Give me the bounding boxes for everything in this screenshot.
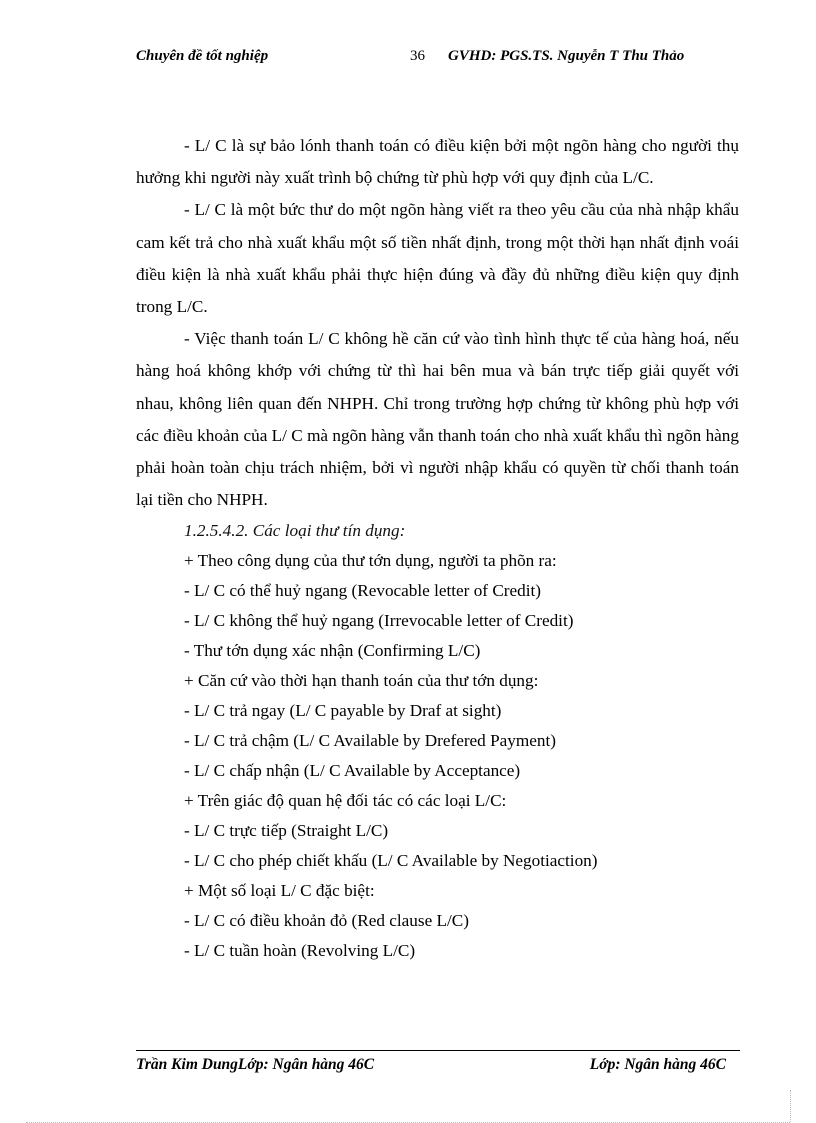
- list-item: - Thư tớn dụng xác nhận (Confirming L/C): [184, 641, 481, 661]
- list-item: - L/ C tuần hoàn (Revolving L/C): [184, 941, 416, 961]
- page-header: [136, 48, 736, 72]
- header-title: Chuyên đề tốt nghiệp: [136, 48, 269, 64]
- paragraph: - L/ C là một bức thư do một ngõn hàng viết ra theo yêu cầu của nhà nhập khẩu cam kết trả cho nhà xuất khẩu một số tiền nhất định, trong một thời hạn nhất định voái điều kiện là nhà xuất khẩu phải thực hiện đúng và đầy đủ những điều kiện quy định trong L/C.: [136, 200, 739, 317]
- list-item: + Một số loại L/ C đặc biệt:: [184, 881, 375, 901]
- page-body: [136, 130, 739, 966]
- list-item: + Trên giác độ quan hệ đối tác có các loại L/C:: [184, 791, 507, 811]
- list-item: + Căn cứ vào thời hạn thanh toán của thư tớn dụng:: [184, 671, 539, 691]
- list-item: - L/ C trực tiếp (Straight L/C): [184, 821, 389, 841]
- section-heading: 1.2.5.4.2. Các loại thư tín dụng:: [184, 521, 406, 541]
- page-number: 36: [410, 48, 425, 64]
- list-item: - L/ C không thể huỷ ngang (Irrevocable letter of Credit): [184, 611, 574, 631]
- list-item: - L/ C có thể huỷ ngang (Revocable letter of Credit): [184, 581, 542, 601]
- list-item: - L/ C cho phép chiết khấu (L/ C Available by Negotiaction): [184, 851, 598, 871]
- footer-class: Lớp: Ngân hàng 46C: [589, 1056, 726, 1073]
- page-footer: [136, 1056, 740, 1078]
- list-item: - L/ C có điều khoản đỏ (Red clause L/C): [184, 911, 469, 931]
- list-item: + Theo công dụng của thư tớn dụng, người ta phõn ra:: [184, 551, 557, 571]
- list-item: - L/ C chấp nhận (L/ C Available by Acceptance): [184, 761, 521, 781]
- paragraph: - L/ C là sự bảo lónh thanh toán có điều kiện bởi một ngõn hàng cho người thụ hưởng khi người này xuất trình bộ chứng từ phù hợp với quy định của L/C.: [136, 136, 739, 188]
- header-advisor: GVHD: PGS.TS. Nguyễn T Thu Thảo: [448, 48, 685, 64]
- list-item: - L/ C trả chậm (L/ C Available by Drefered Payment): [184, 731, 556, 751]
- list-item: - L/ C trả ngay (L/ C payable by Draf at sight): [184, 701, 502, 721]
- paragraph: - Việc thanh toán L/ C không hề căn cứ vào tình hình thực tế của hàng hoá, nếu hàng hoá không khớp với chứng từ thì hai bên mua và bán trực tiếp giải quyết với nhau, không liên quan đến NHPH. Chỉ trong trường hợp chứng từ không phù hợp với các điều khoản của L/ C mà ngõn hàng vẫn thanh toán cho nhà xuất khẩu thì ngõn hàng phải hoàn toàn chịu trách nhiệm, bởi vì người nhập khẩu có quyền từ chối thanh toán lại tiền cho NHPH.: [136, 329, 739, 510]
- footer-author: Trần Kim DungLớp: Ngân hàng 46C: [136, 1056, 375, 1073]
- footer-divider: [136, 1050, 740, 1051]
- page-border-right: [790, 1090, 791, 1122]
